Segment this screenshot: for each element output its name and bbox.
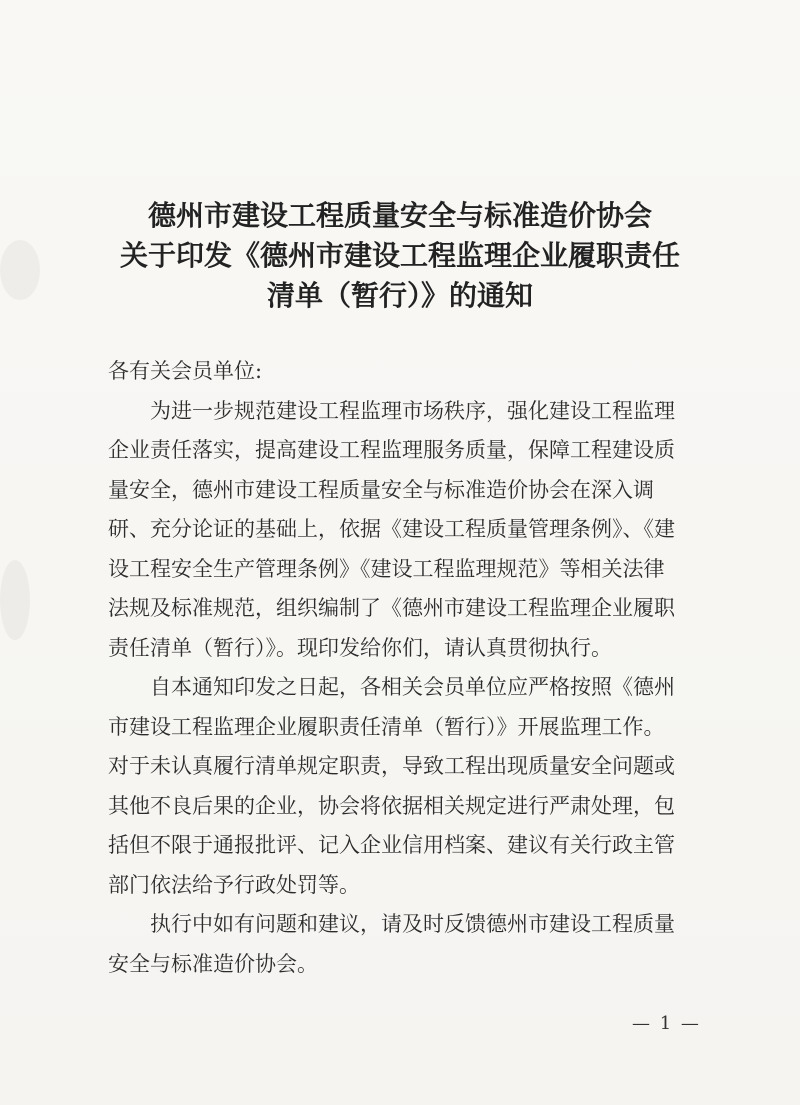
paragraph-line: 自本通知印发之日起，各相关会员单位应严格按照《德州 — [150, 675, 675, 699]
paragraph-2 — [108, 668, 698, 905]
scan-smudge — [0, 240, 40, 300]
paragraph-line: 设工程安全生产管理条例》《建设工程监理规范》等相关法律 — [108, 556, 665, 581]
paragraph-line: 对于未认真履行清单规定职责，导致工程出现质量安全问题或 — [108, 754, 675, 778]
title-line-2: 关于印发《德州市建设工程监理企业履职责任 — [119, 239, 680, 272]
paragraph-line: 安全与标准造价协会。 — [108, 951, 318, 976]
paragraph-line: 部门依法给予行政处罚等。 — [108, 872, 360, 897]
scan-smudge — [0, 560, 30, 640]
paragraph-3 — [108, 905, 698, 984]
paragraph-line: 量安全，德州市建设工程质量安全与标准造价协会在深入调 — [108, 477, 654, 502]
paragraph-1 — [108, 392, 698, 669]
paragraph-line: 其他不良后果的企业，协会将依据相关规定进行严肃处理，包 — [108, 793, 675, 818]
title-line-1: 德州市建设工程质量安全与标准造价协会 — [147, 199, 652, 232]
paragraph-line: 研、充分论证的基础上，依据《建设工程质量管理条例》、《建 — [108, 517, 675, 541]
title-line-3: 清单（暂行）》的通知 — [266, 279, 533, 312]
paragraph-line: 企业责任落实，提高建设工程监理服务质量，保障工程建设质 — [108, 438, 675, 462]
paragraph-line: 责任清单（暂行）》。现印发给你们，请认真贯彻执行。 — [108, 635, 612, 660]
paragraph-line: 法规及标准规范，组织编制了《德州市建设工程监理企业履职 — [108, 596, 675, 620]
page-number: — 1 — — [632, 1013, 701, 1034]
paragraph-line: 为进一步规范建设工程监理市场秩序，强化建设工程监理 — [150, 398, 675, 423]
paragraph-line: 市建设工程监理企业履职责任清单（暂行）》开展监理工作。 — [108, 714, 665, 739]
document-body — [108, 352, 698, 984]
paragraph-line: 括但不限于通报批评、记入企业信用档案、建议有关行政主管 — [108, 833, 675, 857]
paragraph-line: 执行中如有问题和建议，请及时反馈德州市建设工程质量 — [150, 912, 675, 936]
salutation: 各有关会员单位: — [108, 359, 263, 383]
document-title — [100, 196, 700, 316]
